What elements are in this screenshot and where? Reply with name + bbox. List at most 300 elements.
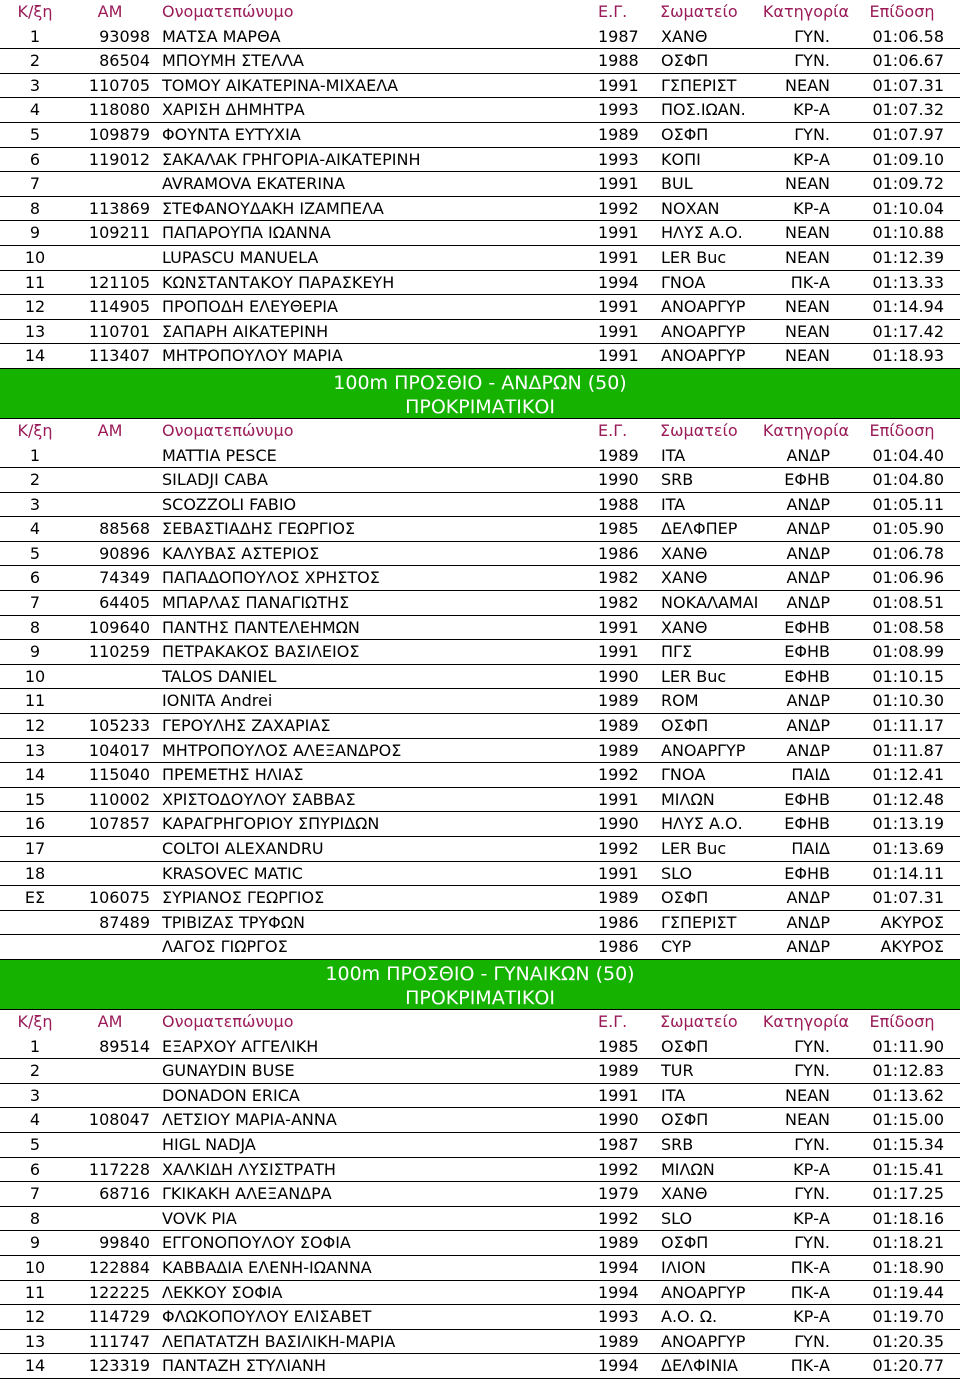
time-cell: 01:09.72 xyxy=(872,174,944,194)
club-cell: ΟΣΦΠ xyxy=(661,888,709,908)
category-cell: ΚΡ-Α xyxy=(793,149,830,169)
table-row xyxy=(0,25,960,50)
table-row xyxy=(0,812,960,837)
rank-cell: 11 xyxy=(24,1282,46,1302)
yob-cell: 1986 xyxy=(598,937,639,957)
name-cell: ΠΡΕΜΕΤΗΣ ΗΛΙΑΣ xyxy=(162,765,304,785)
name-cell: ΠΑΝΤΑΖΗ ΣΤΥΛΙΑΝΗ xyxy=(162,1356,327,1376)
rank-cell: 2 xyxy=(29,470,41,490)
yob-cell: 1991 xyxy=(598,321,639,341)
category-cell: ΑΝΔΡ xyxy=(786,543,830,563)
am-cell: 111747 xyxy=(88,1331,150,1351)
am-cell: 110002 xyxy=(88,789,150,809)
am-cell: 118080 xyxy=(88,100,150,120)
category-cell: ΑΝΔΡ xyxy=(786,912,830,932)
time-cell: 01:12.41 xyxy=(872,765,944,785)
name-cell: ΣΑΠΑΡΗ ΑΙΚΑΤΕΡΙΝΗ xyxy=(162,321,329,341)
time-cell: 01:11.17 xyxy=(872,716,944,736)
name-cell: ΛΕΚΚΟΥ ΣΟΦΙΑ xyxy=(162,1282,283,1302)
table-row xyxy=(0,1330,960,1355)
yob-cell: 1992 xyxy=(598,765,639,785)
rank-cell: 13 xyxy=(24,740,46,760)
am-cell: 105233 xyxy=(88,716,150,736)
yob-cell: 1982 xyxy=(598,593,639,613)
category-cell: ΠΚ-Α xyxy=(790,272,830,292)
yob-cell: 1986 xyxy=(598,543,639,563)
event-subtitle: ΠΡΟΚΡΙΜΑΤΙΚΟΙ xyxy=(405,986,555,1009)
am-cell: 90896 xyxy=(99,543,150,563)
time-cell: 01:17.25 xyxy=(872,1184,944,1204)
header-category: Κατηγορία xyxy=(762,420,850,440)
name-cell: ΣΥΡΙΑΝΟΣ ΓΕΩΡΓΙΟΣ xyxy=(162,888,325,908)
am-cell: 107857 xyxy=(88,814,150,834)
name-cell: AVRAMOVA EKATERINA xyxy=(162,174,346,194)
name-cell: ΧΑΛΚΙΔΗ ΛΥΣΙΣΤΡΑΤΗ xyxy=(162,1159,336,1179)
category-cell: ΓΥΝ. xyxy=(794,1331,830,1351)
name-cell: ΜΑΤΣΑ ΜΑΡΘΑ xyxy=(162,26,281,46)
club-cell: ΑΝΟΑΡΓΥΡ xyxy=(661,321,746,341)
category-cell: ΑΝΔΡ xyxy=(786,691,830,711)
yob-cell: 1992 xyxy=(598,1208,639,1228)
rank-cell: 10 xyxy=(24,247,46,267)
table-row xyxy=(0,714,960,739)
yob-cell: 1982 xyxy=(598,568,639,588)
club-cell: ΟΣΦΠ xyxy=(661,1110,709,1130)
header-name: Ονοματεπώνυμο xyxy=(162,420,294,440)
category-cell: ΑΝΔΡ xyxy=(786,593,830,613)
club-cell: SRB xyxy=(661,470,694,490)
category-cell: ΑΝΔΡ xyxy=(786,445,830,465)
name-cell: ΓΕΡΟΥΛΗΣ ΖΑΧΑΡΙΑΣ xyxy=(162,716,331,736)
name-cell: ΧΑΡΙΣΗ ΔΗΜΗΤΡΑ xyxy=(162,100,305,120)
table-header-row xyxy=(0,0,960,25)
table-row xyxy=(0,1182,960,1207)
rank-cell: 8 xyxy=(29,1208,41,1228)
name-cell: LUPASCU MANUELA xyxy=(162,247,319,267)
yob-cell: 1991 xyxy=(598,617,639,637)
rank-cell: 4 xyxy=(29,1110,41,1130)
name-cell: ΜΠΟΥΜΗ ΣΤΕΛΛΑ xyxy=(162,51,304,71)
rank-cell: 3 xyxy=(29,494,41,514)
club-cell: ΟΣΦΠ xyxy=(661,1036,709,1056)
am-cell: 68716 xyxy=(99,1184,150,1204)
rank-cell: 10 xyxy=(24,666,46,686)
table-row xyxy=(0,493,960,518)
time-cell: 01:07.97 xyxy=(872,124,944,144)
yob-cell: 1979 xyxy=(598,1184,639,1204)
header-rank: Κ/ξη xyxy=(17,2,53,21)
club-cell: ΧΑΝΘ xyxy=(661,543,708,563)
rank-cell: 11 xyxy=(24,691,46,711)
name-cell: ΠΡΟΠΟΔΗ ΕΛΕΥΘΕΡΙΑ xyxy=(162,297,338,317)
rank-cell: 13 xyxy=(24,321,46,341)
name-cell: ΛΕΠΑΤΑΤΖΗ ΒΑΣΙΛΙΚΗ-ΜΑΡΙΑ xyxy=(162,1331,396,1351)
yob-cell: 1991 xyxy=(598,75,639,95)
club-cell: ΓΝΟΑ xyxy=(661,272,706,292)
am-cell: 110259 xyxy=(88,642,150,662)
name-cell: IONITA Andrei xyxy=(162,691,273,711)
club-cell: LER Buc xyxy=(661,247,727,267)
rank-cell: ΕΣ xyxy=(24,888,46,908)
club-cell: ΓΣΠΕΡΙΣΤ xyxy=(661,912,737,932)
am-cell: 117228 xyxy=(88,1159,150,1179)
rank-cell: 5 xyxy=(29,1134,41,1154)
name-cell: ΣΑΚΑΛΑΚ ΓΡΗΓΟΡΙΑ-ΑΙΚΑΤΕΡΙΝΗ xyxy=(162,149,421,169)
yob-cell: 1987 xyxy=(598,1134,639,1154)
time-cell: 01:12.48 xyxy=(872,789,944,809)
table-row xyxy=(0,542,960,567)
header-am: ΑΜ xyxy=(97,420,123,440)
category-cell: ΑΝΔΡ xyxy=(786,937,830,957)
time-cell: 01:12.83 xyxy=(872,1061,944,1081)
club-cell: ΧΑΝΘ xyxy=(661,1184,708,1204)
time-cell: 01:20.77 xyxy=(872,1356,944,1376)
rank-cell: 2 xyxy=(29,51,41,71)
yob-cell: 1991 xyxy=(598,1085,639,1105)
rank-cell: 2 xyxy=(29,1061,41,1081)
table-row xyxy=(0,98,960,123)
name-cell: VOVK PIA xyxy=(162,1208,237,1228)
table-row xyxy=(0,1256,960,1281)
yob-cell: 1985 xyxy=(598,519,639,539)
header-club: Σωματείο xyxy=(660,420,738,440)
table-row xyxy=(0,837,960,862)
yob-cell: 1991 xyxy=(598,223,639,243)
table-row xyxy=(0,1133,960,1158)
name-cell: ΓΚΙΚΑΚΗ ΑΛΕΞΑΝΔΡΑ xyxy=(162,1184,332,1204)
category-cell: ΚΡ-Α xyxy=(793,100,830,120)
table-row xyxy=(0,468,960,493)
am-cell: 64405 xyxy=(99,593,150,613)
am-cell: 88568 xyxy=(99,519,150,539)
yob-cell: 1991 xyxy=(598,174,639,194)
time-cell: 01:10.15 xyxy=(872,666,944,686)
time-cell: 01:15.00 xyxy=(872,1110,944,1130)
header-club: Σωματείο xyxy=(660,1011,738,1031)
club-cell: ΔΕΛΦΙΝΙΑ xyxy=(661,1356,738,1376)
time-cell: 01:06.58 xyxy=(872,26,944,46)
time-cell: 01:18.93 xyxy=(872,346,944,366)
name-cell: ΦΛΩΚΟΠΟΥΛΟΥ ΕΛΙΣΑΒΕΤ xyxy=(162,1307,372,1327)
header-time: Επίδοση xyxy=(869,420,935,440)
name-cell: ΤΡΙΒΙΖΑΣ ΤΡΥΦΩΝ xyxy=(162,912,305,932)
table-row xyxy=(0,123,960,148)
rank-cell: 13 xyxy=(24,1331,46,1351)
name-cell: ΣΤΕΦΑΝΟΥΔΑΚΗ ΙΖΑΜΠΕΛΑ xyxy=(162,198,384,218)
category-cell: ΚΡ-Α xyxy=(793,1159,830,1179)
club-cell: LER Buc xyxy=(661,666,727,686)
yob-cell: 1991 xyxy=(598,297,639,317)
am-cell: 93098 xyxy=(99,26,150,46)
category-cell: ΝΕΑΝ xyxy=(785,346,830,366)
rank-cell: 6 xyxy=(29,149,41,169)
table-row xyxy=(0,1084,960,1109)
club-cell: ΧΑΝΘ xyxy=(661,617,708,637)
yob-cell: 1991 xyxy=(598,863,639,883)
yob-cell: 1989 xyxy=(598,1331,639,1351)
category-cell: ΑΝΔΡ xyxy=(786,716,830,736)
yob-cell: 1991 xyxy=(598,247,639,267)
am-cell: 119012 xyxy=(88,149,150,169)
category-cell: ΓΥΝ. xyxy=(794,1184,830,1204)
club-cell: ΔΕΛΦΠΕΡ xyxy=(661,519,738,539)
time-cell: 01:18.90 xyxy=(872,1257,944,1277)
name-cell: ΠΑΠΑΡΟΥΠΑ ΙΩΑΝΝΑ xyxy=(162,223,331,243)
table-row xyxy=(0,1035,960,1060)
event-subtitle: ΠΡΟΚΡΙΜΑΤΙΚΟΙ xyxy=(405,395,555,418)
category-cell: ΓΥΝ. xyxy=(794,26,830,46)
name-cell: ΦΟΥΝΤΑ ΕΥΤΥΧΙΑ xyxy=(162,124,301,144)
table-row xyxy=(0,566,960,591)
name-cell: ΛΕΤΣΙΟΥ ΜΑΡΙΑ-ΑΝΝΑ xyxy=(162,1110,337,1130)
event-banner xyxy=(0,369,960,419)
category-cell: ΚΡ-Α xyxy=(793,198,830,218)
rank-cell: 4 xyxy=(29,519,41,539)
table-row xyxy=(0,1158,960,1183)
table-row xyxy=(0,1207,960,1232)
category-cell: ΠΚ-Α xyxy=(790,1282,830,1302)
time-cell: 01:06.96 xyxy=(872,568,944,588)
club-cell: ROM xyxy=(661,691,699,711)
category-cell: ΕΦΗΒ xyxy=(784,617,830,637)
club-cell: Α.Ο. Ω. xyxy=(661,1307,718,1327)
am-cell: 106075 xyxy=(88,888,150,908)
club-cell: ITA xyxy=(661,1085,686,1105)
table-row xyxy=(0,689,960,714)
table-row xyxy=(0,935,960,960)
time-cell: 01:19.44 xyxy=(872,1282,944,1302)
category-cell: ΓΥΝ. xyxy=(794,1233,830,1253)
am-cell: 89514 xyxy=(99,1036,150,1056)
name-cell: ΚΑΒΒΑΔΙΑ ΕΛΕΝΗ-ΙΩΑΝΝΑ xyxy=(162,1257,372,1277)
rank-cell: 11 xyxy=(24,272,46,292)
table-row xyxy=(0,1305,960,1330)
club-cell: ΟΣΦΠ xyxy=(661,51,709,71)
table-row xyxy=(0,591,960,616)
am-cell: 87489 xyxy=(99,912,150,932)
yob-cell: 1989 xyxy=(598,1233,639,1253)
yob-cell: 1989 xyxy=(598,691,639,711)
event-title: 100m ΠΡΟΣΘΙΟ - ΓΥΝΑΙΚΩΝ (50) xyxy=(325,962,635,985)
club-cell: ΑΝΟΑΡΓΥΡ xyxy=(661,740,746,760)
name-cell: SILADJI CABA xyxy=(162,470,268,490)
rank-cell: 14 xyxy=(24,765,46,785)
yob-cell: 1990 xyxy=(598,814,639,834)
header-rank: Κ/ξη xyxy=(17,1011,53,1031)
category-cell: ΕΦΗΒ xyxy=(784,666,830,686)
yob-cell: 1987 xyxy=(598,26,639,46)
time-cell: 01:15.41 xyxy=(872,1159,944,1179)
time-cell: 01:17.42 xyxy=(872,321,944,341)
category-cell: ΠΑΙΔ xyxy=(791,839,830,858)
category-cell: ΝΕΑΝ xyxy=(785,297,830,317)
am-cell: 114729 xyxy=(88,1307,150,1327)
rank-cell: 8 xyxy=(29,198,41,218)
rank-cell: 5 xyxy=(29,543,41,563)
yob-cell: 1990 xyxy=(598,666,639,686)
header-time: Επίδοση xyxy=(869,1011,935,1031)
category-cell: ΠΚ-Α xyxy=(790,1356,830,1376)
header-category: Κατηγορία xyxy=(762,1011,850,1031)
club-cell: ΟΣΦΠ xyxy=(661,716,709,736)
header-time: Επίδοση xyxy=(869,2,935,21)
category-cell: ΕΦΗΒ xyxy=(784,642,830,662)
table-row xyxy=(0,739,960,764)
rank-cell: 18 xyxy=(24,863,46,883)
yob-cell: 1989 xyxy=(598,888,639,908)
name-cell: ΚΑΡΑΓΡΗΓΟΡΙΟΥ ΣΠΥΡΙΔΩΝ xyxy=(162,814,380,834)
table-row xyxy=(0,886,960,911)
am-cell: 109879 xyxy=(88,124,150,144)
name-cell: ΜΠΑΡΛΑΣ ΠΑΝΑΓΙΩΤΗΣ xyxy=(162,593,350,613)
club-cell: ITA xyxy=(661,445,686,465)
category-cell: ΑΝΔΡ xyxy=(786,888,830,908)
rank-cell: 15 xyxy=(24,789,46,809)
club-cell: ΝΟΧΑΝ xyxy=(661,198,720,218)
rank-cell: 5 xyxy=(29,124,41,144)
yob-cell: 1992 xyxy=(598,198,639,218)
club-cell: ΗΛΥΣ Α.Ο. xyxy=(661,223,743,243)
table-header-row xyxy=(0,1010,960,1035)
time-cell: 01:11.90 xyxy=(872,1036,944,1056)
header-am: ΑΜ xyxy=(97,1011,123,1031)
table-row xyxy=(0,74,960,99)
time-cell: 01:08.51 xyxy=(872,593,944,613)
table-row xyxy=(0,788,960,813)
name-cell: GUNAYDIN BUSE xyxy=(162,1061,295,1081)
am-cell: 113407 xyxy=(88,346,150,366)
rank-cell: 12 xyxy=(24,297,46,317)
category-cell: ΕΦΗΒ xyxy=(784,814,830,834)
time-cell: ΑΚΥΡΟΣ xyxy=(880,912,944,932)
category-cell: ΕΦΗΒ xyxy=(784,470,830,490)
rank-cell: 17 xyxy=(24,839,46,858)
table-row xyxy=(0,295,960,320)
category-cell: ΝΕΑΝ xyxy=(785,75,830,95)
time-cell: 01:06.67 xyxy=(872,51,944,71)
rank-cell: 7 xyxy=(29,174,41,194)
category-cell: ΝΕΑΝ xyxy=(785,223,830,243)
time-cell: 01:09.10 xyxy=(872,149,944,169)
yob-cell: 1989 xyxy=(598,445,639,465)
header-rank: Κ/ξη xyxy=(17,420,53,440)
am-cell: 122225 xyxy=(88,1282,150,1302)
header-am: ΑΜ xyxy=(97,2,123,21)
club-cell: SLO xyxy=(661,1208,693,1228)
yob-cell: 1993 xyxy=(598,1307,639,1327)
rank-cell: 14 xyxy=(24,1356,46,1376)
header-category: Κατηγορία xyxy=(762,2,850,21)
club-cell: ΑΝΟΑΡΓΥΡ xyxy=(661,1331,746,1351)
yob-cell: 1988 xyxy=(598,494,639,514)
yob-cell: 1994 xyxy=(598,1257,639,1277)
rank-cell: 7 xyxy=(29,593,41,613)
yob-cell: 1993 xyxy=(598,149,639,169)
table-row xyxy=(0,616,960,641)
header-name: Ονοματεπώνυμο xyxy=(162,1011,294,1031)
table-row xyxy=(0,665,960,690)
category-cell: ΚΡ-Α xyxy=(793,1307,830,1327)
category-cell: ΓΥΝ. xyxy=(794,1061,830,1081)
rank-cell: 9 xyxy=(29,642,41,662)
rank-cell: 16 xyxy=(24,814,46,834)
time-cell: 01:06.78 xyxy=(872,543,944,563)
yob-cell: 1989 xyxy=(598,740,639,760)
category-cell: ΝΕΑΝ xyxy=(785,1085,830,1105)
table-row xyxy=(0,1281,960,1306)
event-title: 100m ΠΡΟΣΘΙΟ - ΑΝΔΡΩΝ (50) xyxy=(333,371,627,394)
category-cell: ΑΝΔΡ xyxy=(786,568,830,588)
am-cell: 109211 xyxy=(88,223,150,243)
category-cell: ΝΕΑΝ xyxy=(785,321,830,341)
club-cell: ΑΝΟΑΡΓΥΡ xyxy=(661,1282,746,1302)
am-cell: 99840 xyxy=(99,1233,150,1253)
name-cell: ΠΑΝΤΗΣ ΠΑΝΤΕΛΕΗΜΩΝ xyxy=(162,617,360,637)
rank-cell: 3 xyxy=(29,1085,41,1105)
header-club: Σωματείο xyxy=(660,2,738,21)
yob-cell: 1991 xyxy=(598,789,639,809)
category-cell: ΓΥΝ. xyxy=(794,1036,830,1056)
table-row xyxy=(0,271,960,296)
name-cell: ΣΕΒΑΣΤΙΑΔΗΣ ΓΕΩΡΓΙΟΣ xyxy=(162,519,356,539)
name-cell: TALOS DANIEL xyxy=(162,666,277,686)
name-cell: ΜΗΤΡΟΠΟΥΛΟΣ ΑΛΕΞΑΝΔΡΟΣ xyxy=(162,740,402,760)
table-header-row xyxy=(0,419,960,444)
club-cell: SRB xyxy=(661,1134,694,1154)
yob-cell: 1990 xyxy=(598,470,639,490)
event-banner xyxy=(0,960,960,1010)
time-cell: 01:13.19 xyxy=(872,814,944,834)
name-cell: ΜΗΤΡΟΠΟΥΛΟΥ ΜΑΡΙΑ xyxy=(162,346,343,366)
am-cell: 123319 xyxy=(88,1356,150,1376)
yob-cell: 1989 xyxy=(598,1061,639,1081)
am-cell: 122884 xyxy=(88,1257,150,1277)
category-cell: ΕΦΗΒ xyxy=(784,863,830,883)
time-cell: 01:18.16 xyxy=(872,1208,944,1228)
time-cell: 01:04.40 xyxy=(872,445,944,465)
name-cell: HIGL NADJA xyxy=(162,1134,256,1154)
category-cell: ΑΝΔΡ xyxy=(786,519,830,539)
rank-cell: 14 xyxy=(24,346,46,366)
category-cell: ΝΕΑΝ xyxy=(785,174,830,194)
category-cell: ΝΕΑΝ xyxy=(785,247,830,267)
time-cell: 01:10.30 xyxy=(872,691,944,711)
rank-cell: 3 xyxy=(29,75,41,95)
time-cell: 01:20.35 xyxy=(872,1331,944,1351)
category-cell: ΑΝΔΡ xyxy=(786,740,830,760)
club-cell: BUL xyxy=(661,174,693,194)
time-cell: 01:14.11 xyxy=(872,863,944,883)
rank-cell: 8 xyxy=(29,617,41,637)
name-cell: COLTOI ALEXANDRU xyxy=(162,839,324,858)
rank-cell: 9 xyxy=(29,1233,41,1253)
name-cell: ΠΕΤΡΑΚΑΚΟΣ ΒΑΣΙΛΕΙΟΣ xyxy=(162,642,360,662)
time-cell: 01:07.32 xyxy=(872,100,944,120)
am-cell: 115040 xyxy=(88,765,150,785)
category-cell: ΓΥΝ. xyxy=(794,1134,830,1154)
club-cell: ΑΝΟΑΡΓΥΡ xyxy=(661,297,746,317)
table-row xyxy=(0,49,960,74)
time-cell: ΑΚΥΡΟΣ xyxy=(880,937,944,957)
yob-cell: 1994 xyxy=(598,1282,639,1302)
club-cell: TUR xyxy=(661,1061,694,1081)
time-cell: 01:04.80 xyxy=(872,470,944,490)
club-cell: ΓΣΠΕΡΙΣΤ xyxy=(661,75,737,95)
yob-cell: 1994 xyxy=(598,1356,639,1376)
category-cell: ΓΥΝ. xyxy=(794,124,830,144)
time-cell: 01:11.87 xyxy=(872,740,944,760)
table-row xyxy=(0,1059,960,1084)
